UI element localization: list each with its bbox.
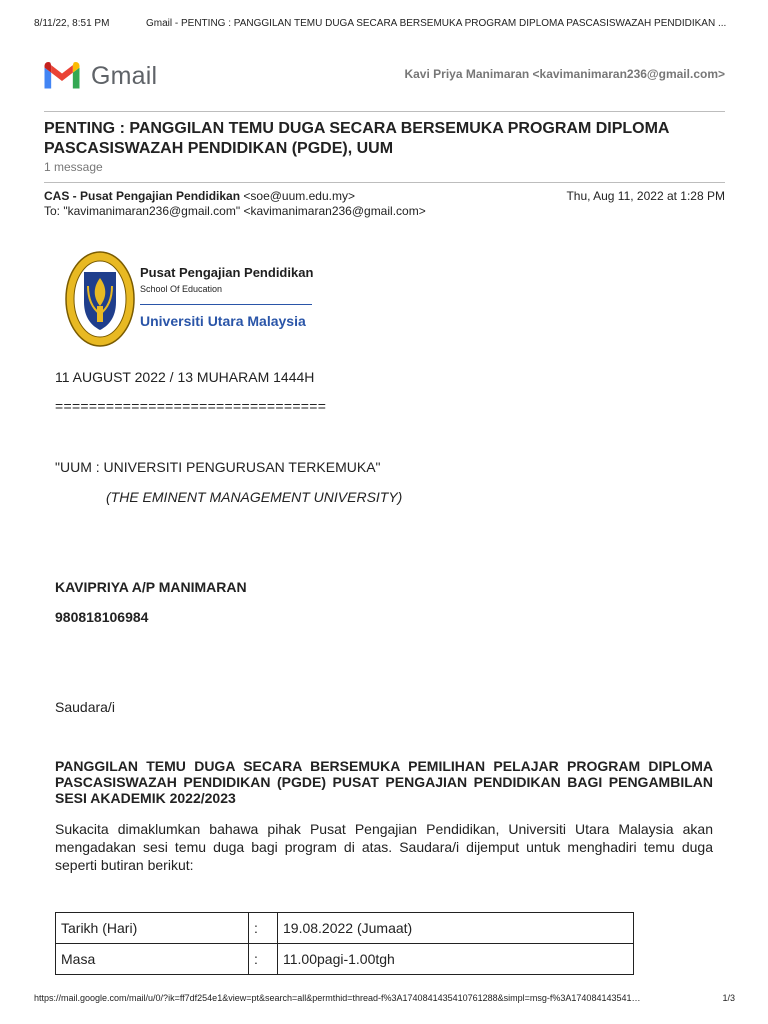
sender-email[interactable]: <soe@uum.edu.my> <box>243 189 355 203</box>
account-info: Kavi Priya Manimaran <kavimanimaran236@gmail.com> <box>404 67 725 81</box>
interview-details-table <box>55 912 634 975</box>
message-divider <box>44 182 725 183</box>
university-motto-en: (THE EMINENT MANAGEMENT UNIVERSITY) <box>106 489 403 505</box>
details-separator: : <box>249 944 278 975</box>
sender-name: CAS - Pusat Pengajian Pendidikan <box>44 189 241 203</box>
logo-line-school: Pusat Pengajian Pendidikan <box>140 265 314 280</box>
letter-paragraph: Sukacita dimaklumkan bahawa pihak Pusat Pengajian Pendidikan, Universiti Utara Malaysia akan mengadakan sesi temu duga bagi program di atas. Saudara/i dijemput untuk menghadiri temu duga seperti butiran berikut: <box>55 821 713 873</box>
university-motto: "UUM : UNIVERSITI PENGURUSAN TERKEMUKA" <box>55 459 381 475</box>
message-sender <box>44 189 355 203</box>
message-count: 1 message <box>44 160 103 174</box>
page-number: 1/3 <box>722 993 735 1003</box>
logo-line-school-en: School Of Education <box>140 284 223 294</box>
print-title: Gmail - PENTING : PANGGILAN TEMU DUGA SECARA BERSEMUKA PROGRAM DIPLOMA PASCASISWAZAH PENDIDIKAN ... <box>146 18 727 29</box>
details-label: Tarikh (Hari) <box>56 913 249 944</box>
table-row <box>56 944 634 975</box>
print-header <box>34 18 738 29</box>
gmail-logo[interactable] <box>42 56 157 96</box>
message-date: Thu, Aug 11, 2022 at 1:28 PM <box>566 189 725 203</box>
details-value: 11.00pagi-1.00tgh <box>278 944 634 975</box>
letter-date: 11 AUGUST 2022 / 13 MUHARAM 1444H <box>55 369 315 385</box>
thread-subject: PENTING : PANGGILAN TEMU DUGA SECARA BERSEMUKA PROGRAM DIPLOMA PASCASISWAZAH PENDIDIKAN (PGDE), UUM <box>44 120 669 157</box>
print-footer <box>34 993 735 1003</box>
recipient-ic: 980818106984 <box>55 609 149 625</box>
print-datetime: 8/11/22, 8:51 PM <box>34 18 110 29</box>
details-label: Masa <box>56 944 249 975</box>
uum-seal-icon <box>64 250 136 348</box>
logo-divider <box>140 304 312 305</box>
uum-logo <box>64 250 324 350</box>
header-divider <box>44 111 725 112</box>
recipient-name: KAVIPRIYA A/P MANIMARAN <box>55 579 247 595</box>
gmail-m-icon <box>42 60 82 92</box>
table-row <box>56 913 634 944</box>
letter-heading: PANGGILAN TEMU DUGA SECARA BERSEMUKA PEMILIHAN PELAJAR PROGRAM DIPLOMA PASCASISWAZAH PENDIDIKAN (PGDE) PUSAT PENGAJIAN PENDIDIKAN BAGI PENGAMBILAN SESI AKADEMIK 2022/2023 <box>55 758 713 806</box>
message-recipient: To: "kavimanimaran236@gmail.com" <kavimanimaran236@gmail.com> <box>44 204 426 218</box>
details-value: 19.08.2022 (Jumaat) <box>278 913 634 944</box>
print-url: https://mail.google.com/mail/u/0/?ik=ff7df254e1&view=pt&search=all&permthid=thread-f%3A1740841435410761288&simpl=msg-f%3A174084143541… <box>34 993 641 1003</box>
gmail-wordmark: Gmail <box>91 61 158 90</box>
logo-line-university: Universiti Utara Malaysia <box>140 313 306 329</box>
letter-separator: ================================ <box>55 398 327 414</box>
salutation: Saudara/i <box>55 699 115 715</box>
details-separator: : <box>249 913 278 944</box>
